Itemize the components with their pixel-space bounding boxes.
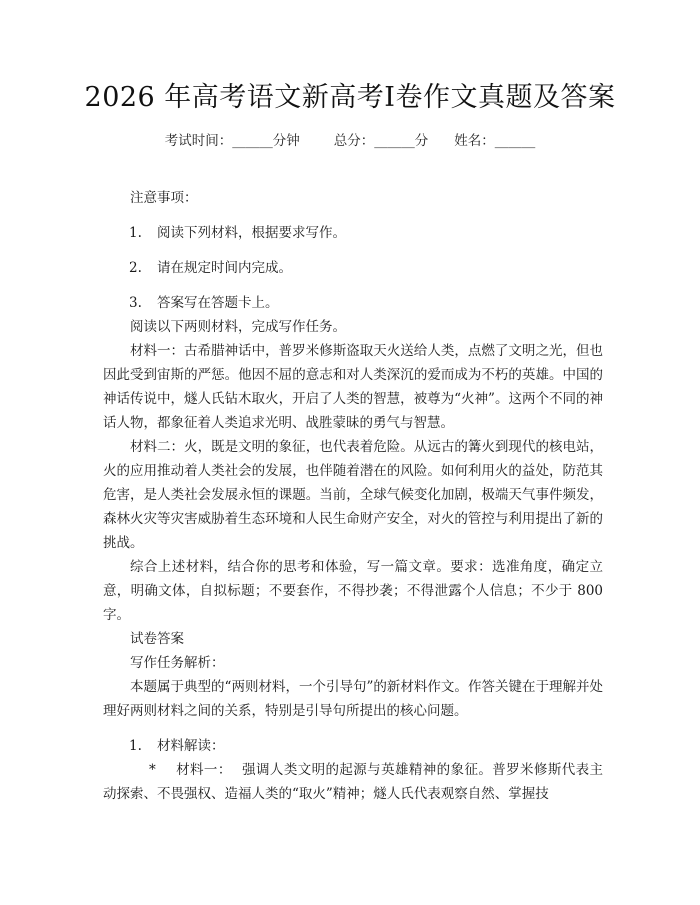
time-blank: ______ bbox=[232, 133, 273, 149]
name-label: 姓名： bbox=[454, 133, 495, 149]
notice-heading: 注意事项： bbox=[130, 190, 198, 206]
document-title: 2026 年高考语文新高考Ⅰ卷作文真题及答案 bbox=[84, 82, 616, 113]
score-blank: ______ bbox=[374, 133, 415, 149]
instruction-text: 阅读以下两则材料，完成写作任务。 bbox=[130, 319, 346, 335]
notice-number: 1. bbox=[129, 225, 142, 241]
document-body bbox=[103, 186, 603, 806]
name-blank: ______ bbox=[494, 133, 536, 149]
bullet-label: 材料一： bbox=[175, 762, 232, 778]
notice-item bbox=[103, 256, 603, 280]
interpretation-item bbox=[103, 734, 603, 758]
score-unit: 分 bbox=[414, 133, 429, 149]
notice-number: 3. bbox=[129, 295, 142, 311]
notice-text: 请在规定时间内完成。 bbox=[157, 260, 292, 276]
notice-text: 答案写在答题卡上。 bbox=[157, 295, 279, 311]
material-one-paragraph: 材料一：古希腊神话中，普罗米修斯盗取天火送给人类，点燃了文明之光，但也因此受到宙斯的严惩。他因不屈的意志和对人类深沉的爱而成为不朽的英雄。中国的神话传说中，燧人氏钻木取火，开启了人类的智慧，被尊为“火神”。这两个不同的神话人物，都象征着人类追求光明、战胜蒙昧的勇气与智慧。 bbox=[103, 343, 603, 431]
notice-text: 阅读下列材料，根据要求写作。 bbox=[157, 225, 346, 241]
bullet-star: * bbox=[149, 762, 156, 778]
notice-item bbox=[103, 221, 603, 245]
interpretation-number: 1. bbox=[129, 738, 142, 754]
bullet-material-one bbox=[103, 758, 603, 806]
analysis-paragraph: 本题属于典型的“两则材料，一个引导句”的新材料作文。作答关键在于理解并处理好两则材料之间的关系，特别是引导句所提出的核心问题。 bbox=[103, 679, 603, 719]
interpretation-text: 材料解读： bbox=[157, 738, 225, 754]
writing-requirement: 综合上述材料，结合你的思考和体验，写一篇文章。要求：选准角度，确定立意，明确文体，自拟标题；不要套作，不得抄袭；不得泄露个人信息；不少于 800 字。 bbox=[103, 559, 603, 623]
time-unit: 分钟 bbox=[272, 133, 300, 149]
time-label: 考试时间： bbox=[164, 133, 233, 149]
exam-meta-line bbox=[0, 131, 700, 151]
score-label: 总分： bbox=[333, 133, 375, 149]
analysis-heading: 写作任务解析： bbox=[130, 655, 225, 671]
notice-item bbox=[103, 291, 603, 315]
bullet-text: 强调人类文明的起源与英雄精神的象征。普罗米修斯代表主动探索、不畏强权、造福人类的“取火”精神；燧人氏代表观察自然、掌握技 bbox=[103, 762, 604, 802]
answer-heading: 试卷答案 bbox=[130, 631, 184, 647]
material-two-paragraph: 材料二：火，既是文明的象征，也代表着危险。从远古的篝火到现代的核电站，火的应用推动着人类社会的发展，也伴随着潜在的风险。如何利用火的益处，防范其危害，是人类社会发展永恒的课题。当前，全球气候变化加剧，极端天气事件频发，森林火灾等灾害威胁着生态环境和人民生命财产安全，对火的管控与利用提出了新的挑战。 bbox=[103, 439, 603, 551]
notice-number: 2. bbox=[129, 260, 142, 276]
